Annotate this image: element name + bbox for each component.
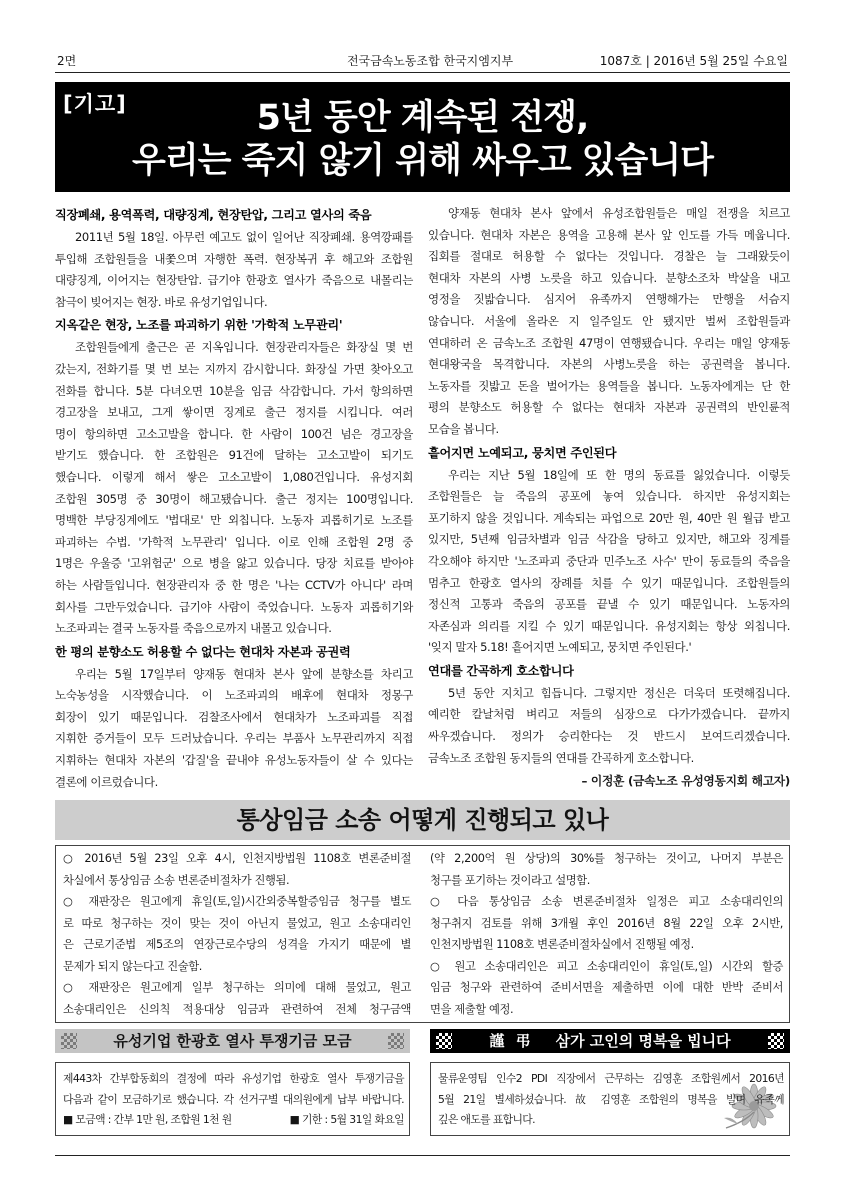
section-heading: 한 평의 분향소도 허용할 수 없다는 현대차 자본과 공권력	[55, 644, 351, 659]
left-column-sections	[55, 203, 413, 793]
condolence-title: 삼가 고인의 명복을 빕니다	[555, 1032, 731, 1050]
text-line: 현대차 자본의 사병 노릇을 하고 있습니다. 분향소조차 박살을 내고	[428, 270, 790, 285]
fund-deadline: ■ 기한 : 5월 31일 화요일	[289, 1113, 404, 1126]
text-line: 받기도 했습니다. 한 조합원은 91건에 달하는 고소고발이 되기도	[55, 448, 413, 463]
text-line: ○ 재판장은 원고에게 휴일(토,일)시간외중복할증임금 청구를 별도	[63, 895, 411, 908]
wage-suit-left-text	[63, 848, 411, 1020]
paragraph	[428, 203, 790, 441]
fund-banner	[55, 1029, 410, 1053]
fund-details	[63, 1110, 404, 1131]
text-line: 노숙농성을 시작했습니다. 이 노조파괴의 배후에 현대차 정몽구	[55, 688, 413, 703]
text-line: 조합원들에게 출근은 곧 지옥입니다. 현장관리자들은 화장실 몇 번	[75, 340, 413, 355]
article-right-column	[428, 203, 790, 793]
text-line: 연대하러 온 금속노조 조합원 47명이 연행됐습니다. 우리는 매일 양재동	[428, 335, 790, 350]
paragraph	[55, 337, 413, 639]
banner-ornament-right	[768, 1033, 784, 1049]
text-line: 파괴하는 수법. '가학적 노무관리' 입니다. 이로 인해 조합원 2명 중	[55, 534, 413, 549]
fund-amount: ■ 모금액 : 간부 1만 원, 조합원 1천 원	[63, 1113, 232, 1126]
text-line: 모습을 봅니다.	[428, 421, 499, 436]
text-line: 금속노조 조합원 동지들의 연대를 간곡하게 호소합니다.	[428, 750, 694, 765]
footer-divider	[55, 1155, 790, 1156]
section-heading: 연대를 간곡하게 호소합니다	[428, 663, 574, 678]
text-line: 물류운영팀 인수2 PDI 직장에서 근무하는 김영훈 조합원께서 2016년	[438, 1072, 784, 1085]
text-line: ○ 2016년 5월 23일 오후 4시, 인천지방법원 1108호 변론준비절	[63, 852, 411, 865]
text-line: 회장이 있기 때문입니다. 검찰조사에서 현대차가 노조파괴를 직접	[55, 709, 413, 724]
headline-box	[55, 82, 790, 192]
text-line: 2011년 5월 18일. 아무런 예고도 없이 일어난 직장폐쇄. 용역깡패를	[75, 230, 413, 244]
section-heading: 지옥같은 현장, 노조를 파괴하기 위한 '가학적 노무관리'	[55, 318, 343, 333]
text-line: 있지만, 5년째 임금차별과 임금 삭감을 당하고 있지만, 해고와 징계를	[428, 532, 790, 547]
paragraph	[428, 465, 790, 659]
text-line: 양재동 현대차 본사 앞에서 유성조합원들은 매일 전쟁을 치르고	[448, 206, 790, 220]
text-line: 5월 21일 별세하셨습니다. 故 김영훈 조합원의 명복을 빌며 유족께	[438, 1092, 784, 1106]
text-line: 면을 제출할 예정.	[430, 1002, 514, 1016]
text-line: ○ 원고 소송대리인은 피고 소송대리인이 휴일(토,일) 시간외 할증	[430, 959, 783, 973]
text-line: 회사를 그만두었습니다. 급기야 사람이 죽었습니다. 노동자 괴롭히기와	[55, 599, 413, 614]
article-left-column	[55, 203, 413, 793]
fund-notice-lines	[63, 1069, 404, 1110]
paragraph	[55, 227, 413, 313]
text-line: 않습니다. 서울에 올라온 지 일주일도 안 됐지만 벌써 조합원들과	[428, 313, 790, 328]
issue-date: 1087호 | 2016년 5월 25일 수요일	[599, 54, 788, 68]
text-line: 우리는 5월 17일부터 양재동 현대차 본사 앞에 분향소를 차리고	[75, 666, 413, 681]
text-line: 차실에서 통상임금 소송 변론준비절차가 진행됨.	[63, 873, 290, 887]
text-line: 인천지방법원 1108호 변론준비절차실에서 진행될 예정.	[430, 938, 694, 951]
wage-suit-box	[55, 845, 790, 1023]
text-line: 전화를 합니다. 5분 다녀오면 10분을 임금 삭감합니다. 가서 항의하면	[55, 383, 413, 398]
fund-notice-box	[55, 1062, 410, 1136]
fund-title: 유성기업 한광호 열사 투쟁기금 모금	[113, 1032, 352, 1050]
section-heading: 직장폐쇄, 용역폭력, 대량징계, 현장탄압, 그리고 열사의 죽음	[55, 208, 372, 222]
text-line: 5년 동안 지치고 힘듭니다. 그렇지만 정신은 더욱더 또렷해집니다.	[448, 685, 790, 700]
text-line: 청구취지 검토를 위해 3개월 후인 2016년 8월 22일 오후 2시반,	[430, 916, 783, 930]
text-line: 결론에 이르렀습니다.	[55, 774, 158, 789]
banner-ornament-left	[61, 1033, 77, 1049]
headline-line-2: 우리는 죽지 않기 위해 싸우고 있습니다	[132, 141, 713, 181]
text-line: 조합원 305명 중 30명이 해고됐습니다. 출근 정지는 100명입니다.	[55, 491, 413, 506]
article-type-tag: [기고]	[63, 92, 127, 116]
text-line: 로 따로 청구하는 것이 맞는 것이 아닌지 물었고, 원고 소송대리인	[63, 916, 411, 930]
text-line: 소송대리인은 신의칙 적용대상 임금과 관련하여 전체 청구금액	[63, 1002, 411, 1016]
text-line: 했습니다. 이렇게 해서 쌓은 고소고발이 1,080건입니다. 유성지회	[55, 469, 413, 484]
text-line: 예리한 칼날처럼 벼리고 저들의 심장으로 다가가겠습니다. 끝까지	[428, 707, 790, 722]
text-line: 문제가 되지 않는다고 진술함.	[63, 959, 202, 973]
paragraph	[55, 664, 413, 794]
wage-suit-right-text	[430, 848, 783, 1020]
headline-line-1: 5년 동안 계속된 전쟁,	[256, 98, 589, 138]
text-line: 집회를 절대로 허용할 수 없다는 것입니다. 경찰은 늘 그래왔듯이	[428, 249, 790, 264]
text-line: 지휘하는 현대차 자본의 '갑질'을 끝내야 유성노동자들이 살 수 있다는	[55, 753, 413, 768]
text-line: (약 2,200억 원 상당)의 30%를 청구하는 것이고, 나머지 부분은	[430, 852, 783, 865]
condolence-banner	[430, 1029, 790, 1053]
header-divider	[55, 72, 790, 73]
text-line: 각오해야 하지만 '노조파괴 중단과 민주노조 사수' 만이 동료들의 죽음을	[428, 553, 790, 568]
text-line: 하는 사람들입니다. 현장관리자 중 한 명은 '나는 CCTV가 아니다' 라며	[55, 577, 413, 592]
page-number: 2면	[57, 54, 77, 68]
text-line: 포기하지 않을 것입니다. 계속되는 파업으로 20만 원, 40만 원 월급 받고	[428, 510, 790, 525]
paragraph	[428, 683, 790, 769]
condolence-notice-text	[438, 1069, 784, 1131]
banner-ornament-left	[436, 1033, 452, 1049]
text-line: 평의 분향소도 허용할 수 없다는 현대차 자본과 공권력의 반인륜적	[428, 400, 790, 415]
banner-ornament-right	[388, 1033, 404, 1049]
wage-suit-title: 통상임금 소송 어떻게 진행되고 있나	[55, 800, 790, 840]
text-line: 현대왕국을 목격합니다. 자본의 사병노릇을 하는 공권력을 봅니다.	[428, 357, 790, 372]
text-line: 제443차 간부합동회의 결정에 따라 유성기업 한광호 열사 투쟁기금을	[63, 1072, 404, 1085]
text-line: 경고장을 보내고, 그게 쌓이면 징계로 출근 정지를 시킵니다. 여러	[55, 405, 413, 420]
condolence-notice-box	[430, 1062, 790, 1136]
text-line: 멈추고 한광호 열사의 장례를 치를 수 있기 때문입니다. 조합원들의	[428, 575, 790, 590]
text-line: 1명은 우울증 '고위험군' 으로 병을 앓고 있습니다. 당장 치료를 받아야	[55, 556, 413, 571]
text-line: 지휘한 증거들이 모두 드러났습니다. 우리는 부품사 노무관리까지 직접	[55, 731, 413, 746]
author-byline: – 이정훈 (금속노조 유성영동지회 해고자)	[581, 774, 790, 789]
fund-notice-text	[63, 1069, 404, 1131]
text-line: 노조파괴는 결국 노동자를 죽음으로까지 내몰고 있습니다.	[55, 621, 332, 636]
publisher-name: 전국금속노동조합 한국지엠지부	[346, 54, 514, 68]
text-line: 자존심과 의리를 지킬 수 있기 때문입니다. 유성지회는 항상 외칩니다.	[428, 618, 790, 633]
right-column-sections	[428, 203, 790, 769]
text-line: ○ 다음 통상임금 소송 변론준비절차 일정은 피고 소송대리인의	[430, 895, 783, 908]
text-line: 깊은 애도를 표합니다.	[438, 1113, 535, 1126]
condolence-hanja: 謹 弔	[489, 1032, 534, 1050]
text-line: 참극이 빚어지는 현장. 바로 유성기업입니다.	[55, 294, 268, 309]
section-heading: 흩어지면 노예되고, 뭉치면 주인된다	[428, 445, 617, 460]
text-line: 갔는지, 전화기를 몇 번 보는 지까지 감시합니다. 화장실 가면 찾아오고	[55, 361, 413, 376]
text-line: 정신적 고통과 죽음의 공포를 끝낼 수 있기 때문입니다. 노동자의	[428, 597, 790, 612]
text-line: 싸우겠습니다. 정의가 승리한다는 것 반드시 보여드리겠습니다.	[428, 729, 790, 744]
text-line: 우리는 지난 5월 18일에 또 한 명의 동료를 잃었습니다. 이렇듯	[448, 467, 790, 482]
text-line: 대량징계, 이어지는 현장탄압. 급기야 한광호 열사가 죽음으로 내몰리는	[55, 273, 413, 288]
text-line: '잊지 말자 5.18! 흩어지면 노예되고, 뭉치면 주인된다.'	[428, 640, 692, 655]
text-line: 청구를 포기하는 것이라고 설명함.	[430, 873, 590, 887]
text-line: 투입해 조합원들을 내쫓으며 자행한 폭력. 현장복귀 후 해고와 조합원	[55, 251, 413, 266]
text-line: 영정을 짓밟습니다. 심지어 유족까지 연행해가는 만행을 서슴지	[428, 292, 790, 307]
text-line: 임금 청구와 관련하여 준비서면을 제출하면 이에 대한 반박 준비서	[430, 981, 783, 994]
text-line: 명이 항의하면 고소고발을 합니다. 한 사람이 100건 넘은 경고장을	[55, 426, 413, 441]
text-line: 조합원들은 늘 죽음의 공포에 놓여 있습니다. 하지만 유성지회는	[428, 489, 790, 504]
text-line: 다음과 같이 모금하기로 했습니다. 각 선거구별 대의원에게 납부 바랍니다.	[63, 1092, 404, 1106]
text-line: 은 근로기준법 제5조의 연장근로수당의 성격을 가지기 때문에 별	[63, 938, 411, 951]
text-line: 있습니다. 현대차 자본은 용역을 고용해 본사 앞 인도를 가득 메웁니다.	[428, 227, 790, 242]
text-line: ○ 재판장은 원고에게 일부 청구하는 의미에 대해 물었고, 원고	[63, 981, 411, 994]
text-line: 노동자를 짓밟고 돈을 벌어가는 용역들을 봅니다. 노동자에게는 단 한	[428, 378, 790, 393]
text-line: 명백한 부당징계에도 '법대로' 만 외칩니다. 노동자 괴롭히기로 노조를	[55, 513, 413, 528]
